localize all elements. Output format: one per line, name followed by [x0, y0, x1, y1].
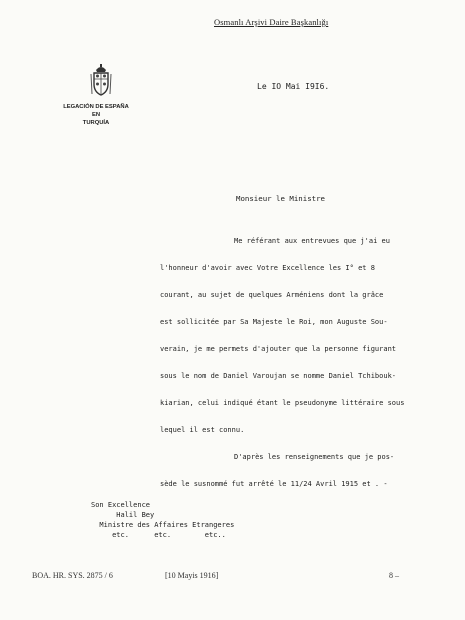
letter-line: l'honneur d'avoir avec Votre Excellence les I° et 8	[160, 264, 375, 272]
letter-line: lequel il est connu.	[160, 426, 245, 434]
addressee-block	[91, 500, 234, 540]
letter-line: sède le susnommé fut arrêté le 11/24 Avril 1915 et . -	[160, 480, 388, 488]
salutation: Monsieur le Ministre	[236, 194, 325, 203]
legation-line: TURQUÍA	[82, 120, 110, 126]
addressee-line: etc. etc. etc..	[91, 531, 226, 539]
archive-date: [10 Mayis 1916]	[165, 571, 219, 580]
letter-line: Me référant aux entrevues que j'ai eu	[234, 237, 390, 245]
letter-line: verain, je me permets d'ajouter que la personne figurant	[160, 345, 397, 353]
addressee-line: Ministre des Affaires Etrangeres	[91, 521, 235, 529]
page-number: 8 –	[389, 571, 399, 580]
letter-line: kiarian, celui indiqué étant le pseudonyme littéraire sous	[160, 399, 405, 407]
addressee-line: Son Excellence	[91, 501, 151, 509]
letter-line: est sollicitée par Sa Majeste le Roi, mon Auguste Sou-	[160, 318, 388, 326]
legation-letterhead	[48, 103, 144, 127]
addressee-line: Halil Bey	[91, 511, 155, 519]
archive-stamp: Osmanlı Arşivi Daire Başkanlığı	[214, 17, 329, 27]
legation-line: EN	[91, 112, 101, 118]
archive-reference: BOA. HR. SYS. 2875 / 6	[32, 571, 113, 580]
legation-line: LEGACIÓN DE ESPAÑA	[63, 104, 129, 110]
coat-of-arms-icon	[88, 64, 114, 98]
letter-date: Le IO Mai I9I6.	[257, 82, 330, 91]
letter-line: sous le nom de Daniel Varoujan se nomme Daniel Tchibouk-	[160, 372, 397, 380]
letter-line: D'après les renseignements que je pos-	[234, 453, 395, 461]
letter-line: courant, au sujet de quelques Arméniens dont la grâce	[160, 291, 384, 299]
